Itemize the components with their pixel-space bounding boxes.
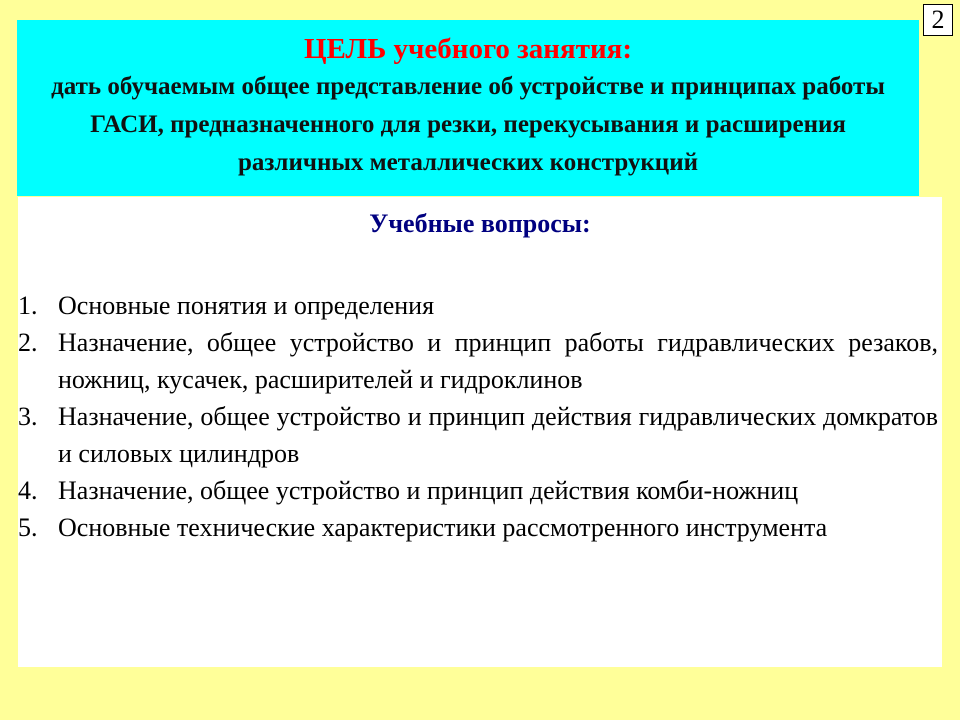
question-text: Назначение, общее устройство и принцип действия комби-ножниц xyxy=(58,476,799,505)
questions-list xyxy=(18,287,942,546)
slide-number: 2 xyxy=(923,4,953,36)
question-number: 1. xyxy=(18,291,38,320)
questions-box xyxy=(18,197,942,667)
question-item xyxy=(18,472,942,509)
goal-title: ЦЕЛЬ учебного занятия: xyxy=(303,33,633,65)
question-text: Основные технические характеристики рассмотренного инструмента xyxy=(58,513,828,542)
question-number: 5. xyxy=(18,513,38,542)
questions-title: Учебные вопросы: xyxy=(369,209,591,238)
question-number: 4. xyxy=(18,476,38,505)
question-item xyxy=(18,509,942,546)
question-item xyxy=(18,287,942,324)
question-text: Назначение, общее устройство и принцип действия гидравлических домкратов и силовых цилиндров xyxy=(58,402,938,468)
goal-text: дать обучаемым общее представление об устройстве и принципах работы ГАСИ, предназначенного для резки, перекусывания и расширения различных металлических конструкций xyxy=(51,73,885,176)
question-number: 3. xyxy=(18,402,38,431)
goal-box xyxy=(17,20,919,196)
question-item xyxy=(18,398,942,472)
question-number: 2. xyxy=(18,328,38,357)
question-text: Назначение, общее устройство и принцип работы гидравлических резаков, ножниц, кусачек, расширителей и гидроклинов xyxy=(58,328,938,394)
question-item xyxy=(18,324,942,398)
question-text: Основные понятия и определения xyxy=(58,291,435,320)
